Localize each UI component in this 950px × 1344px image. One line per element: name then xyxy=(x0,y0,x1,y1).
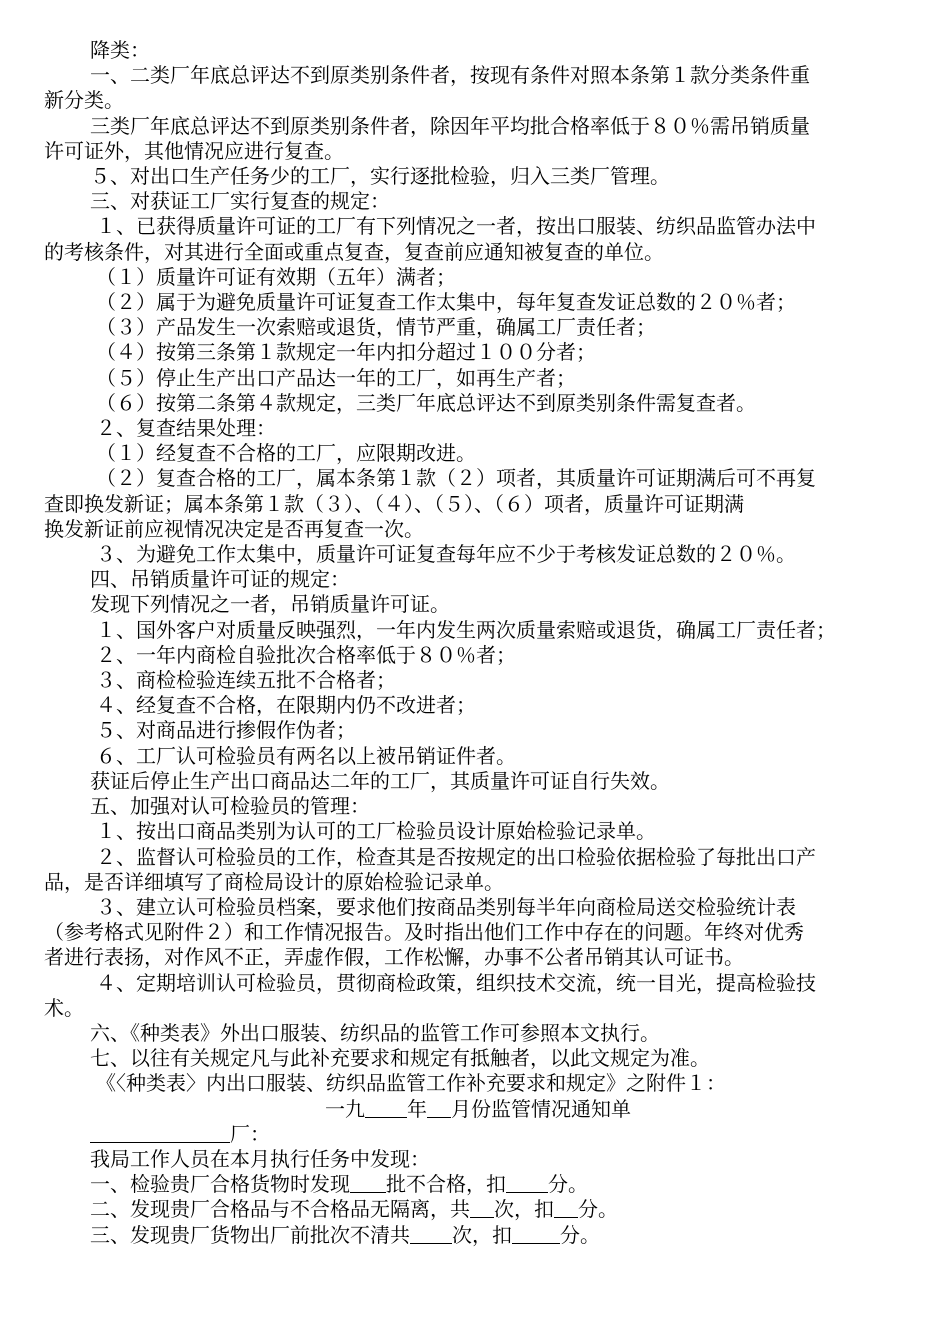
text-line: 《〈种类表〉内出口服装、纺织品监管工作补充要求和规定》之附件１： xyxy=(96,1071,726,1096)
month-blank xyxy=(427,1099,451,1118)
form-addressee xyxy=(44,1122,912,1147)
form-item-text: 二、发现贵厂合格品与不合格品无隔离，共 xyxy=(90,1197,470,1222)
form-item-2 xyxy=(44,1197,912,1222)
text-line: 降类： xyxy=(90,38,150,62)
text-line: （３）产品发生一次索赔或退货，情节严重，确属工厂责任者； xyxy=(96,315,656,340)
text-line: ４、定期培训认可检验员，贯彻商检政策，组织技术交流，统一目光，提高检验技 xyxy=(96,970,816,995)
form-title-part: 一九 xyxy=(325,1096,365,1121)
form-item-3 xyxy=(44,1223,912,1248)
text-line: 者进行表扬，对作风不正，弄虚作假，工作松懈，办事不公者吊销其认可证书。 xyxy=(44,945,744,970)
text-line: 品，是否详细填写了商检局设计的原始检验记录单。 xyxy=(44,869,504,894)
points-blank xyxy=(506,1174,548,1193)
text-line: 七、以往有关规定凡与此补充要求和规定有抵触者，以此文规定为准。 xyxy=(90,1046,710,1071)
text-line: ６、工厂认可检验员有两名以上被吊销证件者。 xyxy=(96,743,516,768)
text-line: ２、一年内商检自验批次合格率低于８０％者； xyxy=(96,642,516,667)
text-line: 获证后停止生产出口商品达二年的工厂，其质量许可证自行失效。 xyxy=(90,768,670,793)
form-item-text: 分。 xyxy=(578,1197,618,1222)
text-line: ５、对商品进行掺假作伪者； xyxy=(96,718,356,743)
text-line: ２、监督认可检验员的工作，检查其是否按规定的出口检验依据检验了每批出口产 xyxy=(96,844,816,869)
form-item-1 xyxy=(44,1172,912,1197)
text-line: ２、复查结果处理： xyxy=(96,416,276,441)
form-title xyxy=(44,1097,912,1122)
text-line: 查即换发新证；属本条第１款（３）、（４）、（５）、（６）项者，质量许可证期满 xyxy=(44,491,744,516)
text-line: 一、二类厂年底总评达不到原类别条件者，按现有条件对照本条第１款分类条件重 xyxy=(90,63,810,88)
text-line: ３、商检检验连续五批不合格者； xyxy=(96,668,396,693)
text-line: 六、《种类表》外出口服装、纺织品的监管工作可参照本文执行。 xyxy=(90,1020,660,1045)
form-item-text: 分。 xyxy=(560,1222,600,1247)
text-line: 四、吊销质量许可证的规定： xyxy=(90,567,350,592)
text-line: 换发新证前应视情况决定是否再复查一次。 xyxy=(44,516,424,541)
form-title-part: 年 xyxy=(407,1096,427,1121)
batches-blank xyxy=(350,1174,386,1193)
text-line: （１）经复查不合格的工厂，应限期改进。 xyxy=(96,441,476,466)
addressee-suffix: 厂： xyxy=(230,1121,270,1146)
form-intro: 我局工作人员在本月执行任务中发现： xyxy=(90,1146,430,1171)
points-blank xyxy=(512,1225,560,1244)
points-blank xyxy=(554,1199,578,1218)
text-line: ４、经复查不合格，在限期内仍不改进者； xyxy=(96,693,476,718)
text-line: ３、建立认可检验员档案，要求他们按商品类别每半年向商检局送交检验统计表 xyxy=(96,894,796,919)
form-item-text: 三、发现贵厂货物出厂前批次不清共 xyxy=(90,1222,410,1247)
text-line: １、按出口商品类别为认可的工厂检验员设计原始检验记录单。 xyxy=(96,819,656,844)
text-line: 发现下列情况之一者，吊销质量许可证。 xyxy=(90,592,450,617)
text-line: ５、对出口生产任务少的工厂，实行逐批检验，归入三类厂管理。 xyxy=(90,164,670,189)
form-item-text: 次，扣 xyxy=(494,1197,554,1222)
factory-name-blank xyxy=(90,1124,230,1143)
text-line: （２）复查合格的工厂，属本条第１款（２）项者，其质量许可证期满后可不再复 xyxy=(96,466,816,491)
notice-form xyxy=(44,1097,912,1248)
text-line: ３、为避免工作太集中，质量许可证复查每年应不少于考核发证总数的２０％。 xyxy=(96,542,796,567)
form-item-text: 一、检验贵厂合格货物时发现 xyxy=(90,1172,350,1197)
text-line: 术。 xyxy=(44,995,84,1020)
document-body xyxy=(44,38,912,1097)
text-line: 许可证外，其他情况应进行复查。 xyxy=(44,138,344,163)
times-blank xyxy=(410,1225,452,1244)
text-line: （１）质量许可证有效期（五年）满者； xyxy=(96,264,456,289)
text-line: 三类厂年底总评达不到原类别条件者，除因年平均批合格率低于８０％需吊销质量 xyxy=(90,113,810,138)
text-line: 三、对获证工厂实行复查的规定： xyxy=(90,189,390,214)
text-line: １、已获得质量许可证的工厂有下列情况之一者，按出口服装、纺织品监管办法中 xyxy=(96,214,816,239)
form-title-part: 月份监管情况通知单 xyxy=(451,1096,631,1121)
year-blank xyxy=(365,1099,407,1118)
text-line: １、国外客户对质量反映强烈，一年内发生两次质量索赔或退货，确属工厂责任者； xyxy=(96,617,836,642)
text-line: 五、加强对认可检验员的管理： xyxy=(90,794,370,819)
text-line: （４）按第三条第１款规定一年内扣分超过１００分者； xyxy=(96,340,596,365)
text-line: （参考格式见附件２）和工作情况报告。及时指出他们工作中存在的问题。年终对优秀 xyxy=(44,920,804,945)
text-line: 的考核条件，对其进行全面或重点复查，复查前应通知被复查的单位。 xyxy=(44,239,664,264)
document-page xyxy=(44,38,912,1248)
form-item-text: 批不合格，扣 xyxy=(386,1172,506,1197)
times-blank xyxy=(470,1199,494,1218)
text-line: （２）属于为避免质量许可证复查工作太集中，每年复查发证总数的２０％者； xyxy=(96,290,796,315)
text-line: 新分类。 xyxy=(44,88,124,113)
text-line: （６）按第二条第４款规定，三类厂年底总评达不到原类别条件需复查者。 xyxy=(96,390,756,415)
form-item-text: 次，扣 xyxy=(452,1222,512,1247)
text-line: （５）停止生产出口产品达一年的工厂，如再生产者； xyxy=(96,365,576,390)
form-item-text: 分。 xyxy=(548,1172,588,1197)
